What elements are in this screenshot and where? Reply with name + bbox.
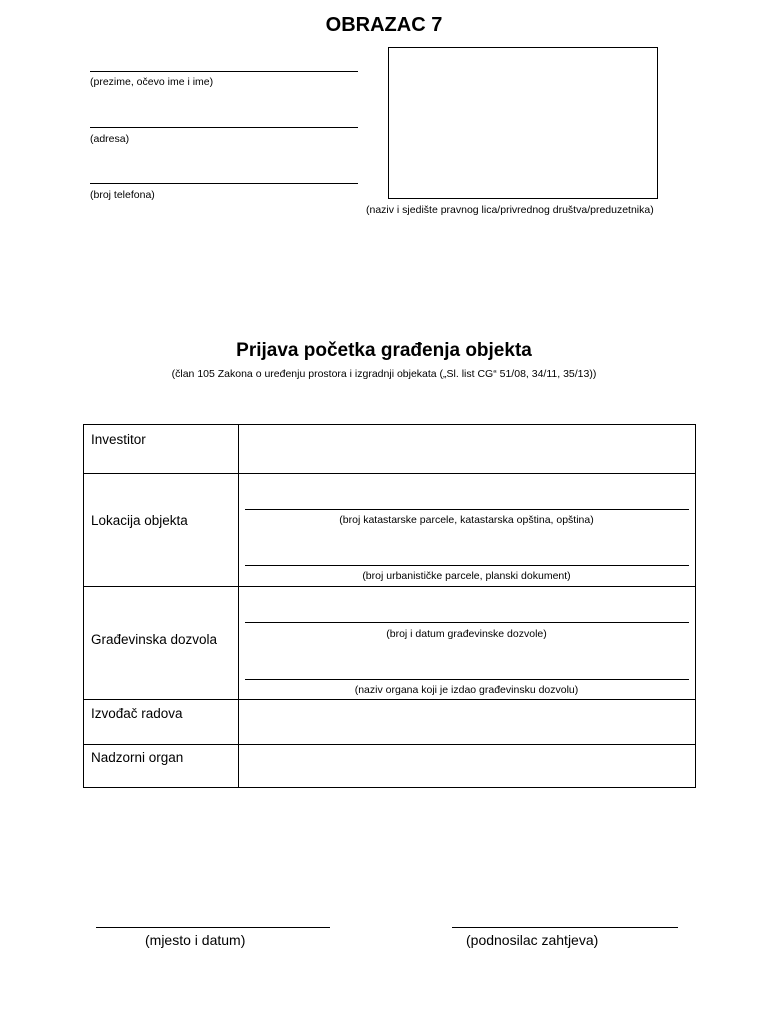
name-field-caption: (prezime, očevo ime i ime)	[90, 76, 214, 88]
document-subtitle: (član 105 Zakona o uređenju prostora i izgradnji objekata („Sl. list CG“ 51/08, 34/11, 35/13))	[171, 368, 597, 380]
row-label-supervisor: Nadzorni organ	[91, 750, 184, 765]
applicant-signature-line[interactable]	[452, 927, 678, 928]
document-title: Prijava početka građenja objekta	[236, 340, 532, 361]
permit-authority-caption: (naziv organa koji je izdao građevinsku dozvolu)	[354, 684, 579, 696]
table-column-divider	[238, 425, 239, 787]
company-stamp-caption: (naziv i sjedište pravnog lica/privrednog društva/preduzetnika)	[366, 204, 654, 216]
permit-authority-line[interactable]	[245, 679, 689, 680]
phone-field-line[interactable]	[90, 183, 358, 184]
cadastral-parcel-line[interactable]	[245, 509, 689, 510]
row-label-location: Lokacija objekta	[91, 513, 188, 528]
application-table	[83, 424, 696, 788]
urban-parcel-line[interactable]	[245, 565, 689, 566]
cadastral-parcel-caption: (broj katastarske parcele, katastarska opština, opština)	[339, 514, 594, 526]
phone-field-caption: (broj telefona)	[90, 189, 155, 201]
name-field-line[interactable]	[90, 71, 358, 72]
row-label-investor: Investitor	[91, 432, 146, 447]
address-field-line[interactable]	[90, 127, 358, 128]
urban-parcel-caption: (broj urbanističke parcele, planski dokument)	[362, 570, 571, 582]
row-label-building-permit: Građevinska dozvola	[91, 632, 218, 647]
place-date-line[interactable]	[96, 927, 330, 928]
place-date-caption: (mjesto i datum)	[145, 932, 246, 948]
table-row-divider	[84, 744, 695, 745]
company-stamp-box[interactable]	[388, 47, 658, 199]
row-label-contractor: Izvođač radova	[91, 706, 183, 721]
form-number: OBRAZAC 7	[325, 14, 443, 36]
table-row-divider	[84, 586, 695, 587]
table-row-divider	[84, 699, 695, 700]
address-field-caption: (adresa)	[90, 133, 130, 145]
permit-number-date-caption: (broj i datum građevinske dozvole)	[386, 628, 547, 640]
table-row-divider	[84, 473, 695, 474]
permit-number-date-line[interactable]	[245, 622, 689, 623]
applicant-signature-caption: (podnosilac zahtjeva)	[466, 932, 599, 948]
